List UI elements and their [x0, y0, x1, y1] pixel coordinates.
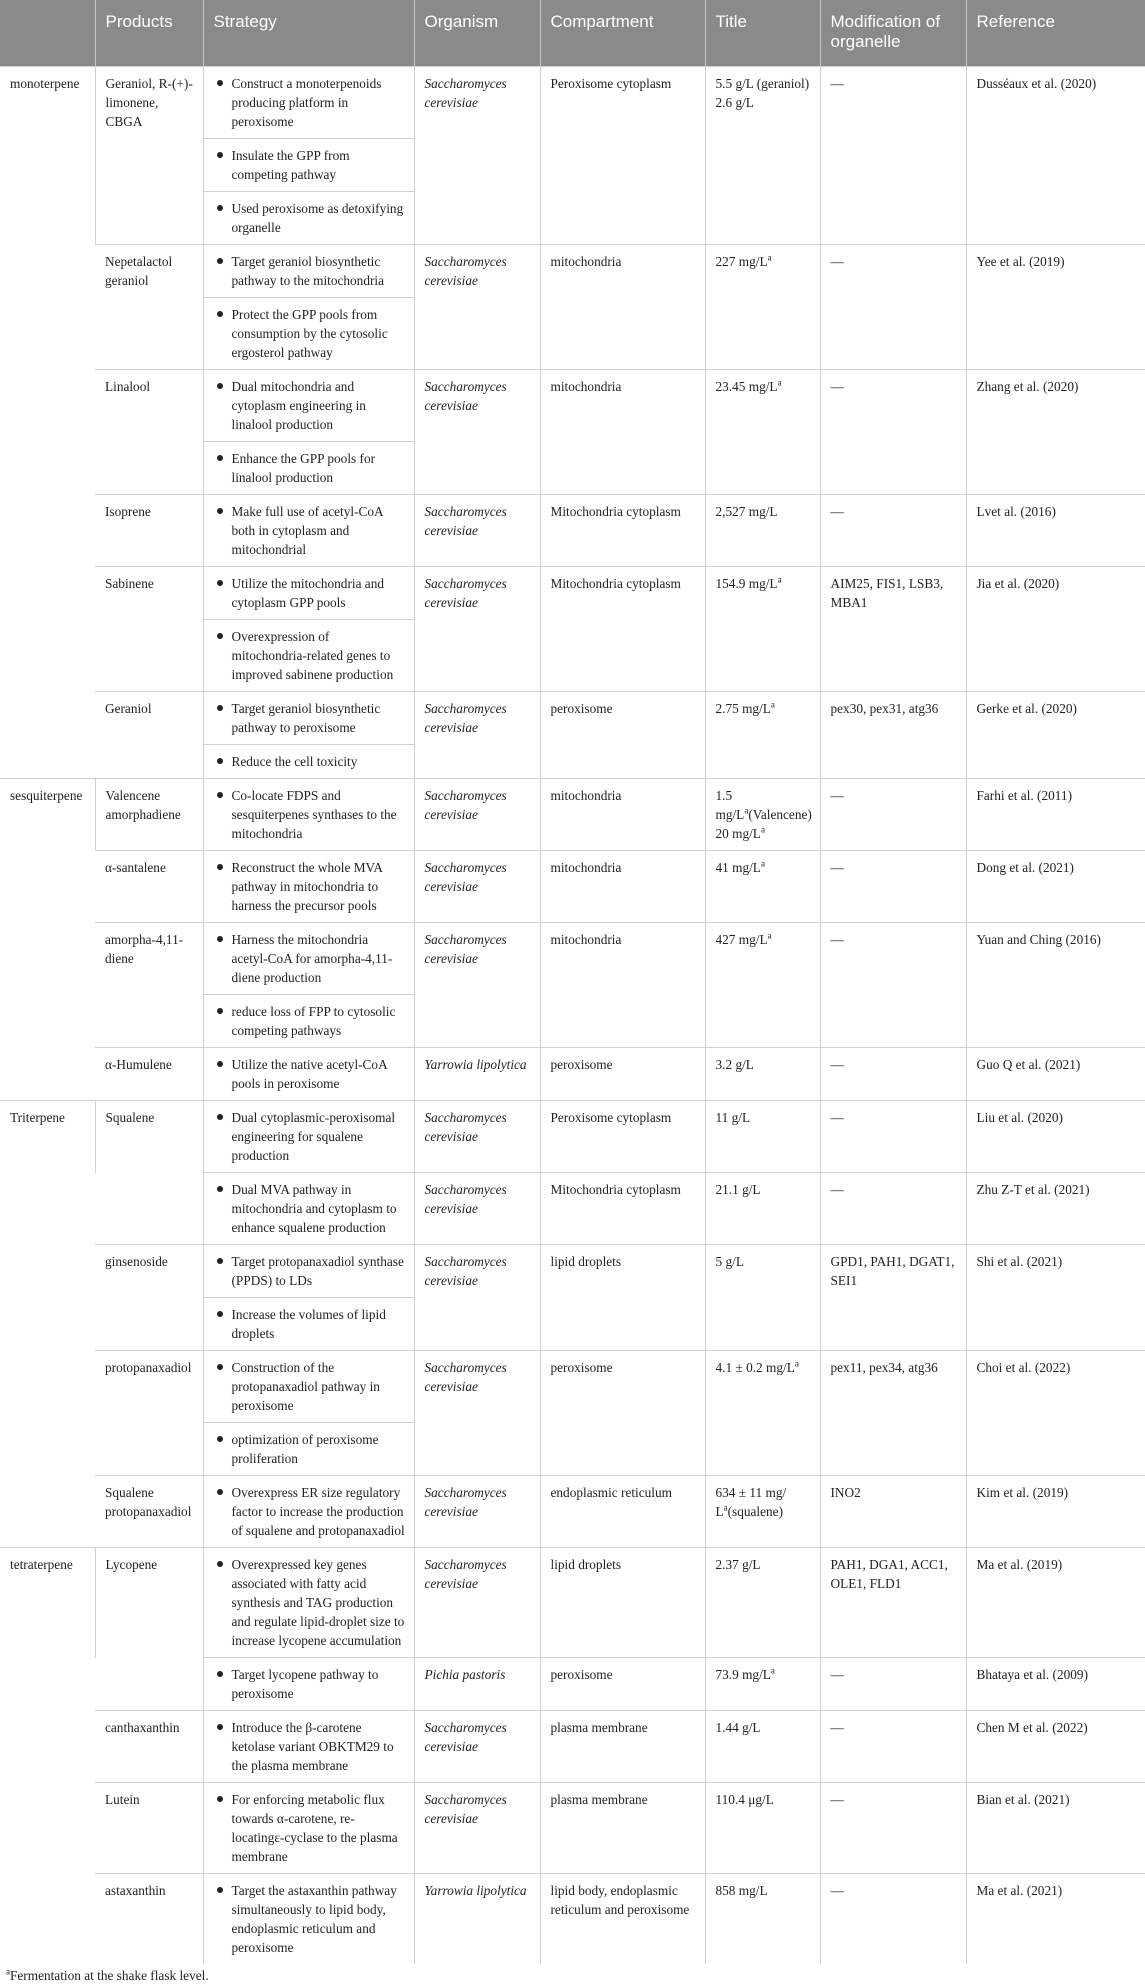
reference-cell: Zhang et al. (2020): [966, 370, 1145, 495]
product-cell: Geraniol: [95, 692, 203, 779]
organism-cell: Saccharomyces cerevisiae: [414, 245, 540, 370]
reference-cell: Guo Q et al. (2021): [966, 1048, 1145, 1101]
reference-cell: Ma et al. (2021): [966, 1874, 1145, 1965]
strategy-bullet-item: Construct a monoterpenoids producing platform in peroxisome: [204, 67, 414, 139]
header-strategy: Strategy: [203, 0, 414, 67]
title-footnote-marker: a: [767, 930, 772, 941]
strategy-cell: [203, 495, 414, 567]
strategy-bullet-item: Dual cytoplasmic-peroxisomal engineering for squalene production: [204, 1101, 414, 1172]
strategy-bullet-item: Target the astaxanthin pathway simultaneously to lipid body, endoplasmic reticulum and peroxisome: [204, 1874, 414, 1964]
compartment-cell: Mitochondria cytoplasm: [540, 495, 705, 567]
strategy-bullet-item: Used peroxisome as detoxifying organelle: [204, 192, 414, 244]
product-cell: α-santalene: [95, 851, 203, 923]
table-row: [0, 495, 1145, 567]
modification-cell: —: [820, 245, 966, 370]
title-value: 1.5 mg/L: [715, 788, 745, 822]
product-cell: Geraniol, R-(+)-limonene, CBGA: [95, 67, 203, 245]
table-row: [0, 1351, 1145, 1476]
strategy-bullet-item: Make full use of acetyl-CoA both in cytoplasm and mitochondrial: [204, 495, 414, 566]
table-row: [0, 370, 1145, 495]
strategy-cell: [203, 1101, 414, 1173]
strategy-bullet-item: Dual mitochondria and cytoplasm engineering in linalool production: [204, 370, 414, 442]
header-modification: Modification of organelle: [820, 0, 966, 67]
strategy-bullet-item: Target geraniol biosynthetic pathway to the mitochondria: [204, 245, 414, 298]
table-row: [0, 779, 1145, 851]
reference-cell: Choi et al. (2022): [966, 1351, 1145, 1476]
header-title: Title: [705, 0, 820, 67]
compartment-cell: endoplasmic reticulum: [540, 1476, 705, 1548]
table-body: [0, 67, 1145, 1965]
header-products: Products: [95, 0, 203, 67]
organism-cell: Saccharomyces cerevisiae: [414, 923, 540, 1048]
strategy-bullet-item: Dual MVA pathway in mitochondria and cytoplasm to enhance squalene production: [204, 1173, 414, 1244]
title-value: 154.9 mg/L: [715, 576, 778, 591]
title-cell: [705, 495, 820, 567]
organism-cell: Saccharomyces cerevisiae: [414, 692, 540, 779]
title-value: 2.37 g/L: [715, 1557, 761, 1572]
compartment-cell: peroxisome: [540, 692, 705, 779]
strategy-cell: [203, 1548, 414, 1658]
compartment-cell: peroxisome: [540, 1048, 705, 1101]
product-cell: Lycopene: [95, 1548, 203, 1658]
compartment-cell: mitochondria: [540, 923, 705, 1048]
strategy-bullet-item: Overexpression of mitochondria-related genes to improved sabinene production: [204, 620, 414, 691]
table-row: [0, 245, 1145, 370]
title-footnote-marker: a: [760, 824, 765, 835]
table-row: [0, 851, 1145, 923]
modification-cell: —: [820, 1711, 966, 1783]
modification-cell: —: [820, 851, 966, 923]
title-cell: [705, 692, 820, 779]
table-row: [0, 1783, 1145, 1874]
product-cell: ginsenoside: [95, 1245, 203, 1351]
modification-cell: INO2: [820, 1476, 966, 1548]
table-row: [0, 1476, 1145, 1548]
title-cell: [705, 1476, 820, 1548]
compartment-cell: lipid droplets: [540, 1245, 705, 1351]
strategy-cell: [203, 1711, 414, 1783]
reference-cell: Ma et al. (2019): [966, 1548, 1145, 1658]
title-cell: [705, 1173, 820, 1245]
modification-cell: AIM25, FIS1, LSB3, MBA1: [820, 567, 966, 692]
title-footnote-marker: a: [760, 858, 765, 869]
title-footnote-marker: a: [723, 1502, 728, 1513]
organism-cell: Saccharomyces cerevisiae: [414, 851, 540, 923]
organism-cell: Saccharomyces cerevisiae: [414, 1173, 540, 1245]
strategy-cell: [203, 779, 414, 851]
table-row: [0, 1245, 1145, 1351]
title-value: 5 g/L: [715, 1254, 744, 1269]
strategy-cell: [203, 1476, 414, 1548]
compartment-cell: peroxisome: [540, 1658, 705, 1711]
reference-cell: Gerke et al. (2020): [966, 692, 1145, 779]
category-cell: tetraterpene: [0, 1548, 95, 1965]
title-cell: [705, 779, 820, 851]
title-value-extra: (Valencene) 20 mg/L: [715, 807, 812, 841]
product-cell: Nepetalactol geraniol: [95, 245, 203, 370]
reference-cell: Chen M et al. (2022): [966, 1711, 1145, 1783]
organism-cell: Saccharomyces cerevisiae: [414, 1245, 540, 1351]
reference-cell: Yuan and Ching (2016): [966, 923, 1145, 1048]
product-cell: astaxanthin: [95, 1874, 203, 1965]
strategy-cell: [203, 692, 414, 779]
title-cell: [705, 1783, 820, 1874]
reference-cell: Farhi et al. (2011): [966, 779, 1145, 851]
footnote-text: Fermentation at the shake flask level.: [10, 1968, 209, 1983]
title-cell: [705, 1658, 820, 1711]
modification-cell: —: [820, 495, 966, 567]
modification-cell: —: [820, 1173, 966, 1245]
strategy-bullet-item: Protect the GPP pools from consumption by the cytosolic ergosterol pathway: [204, 298, 414, 369]
modification-cell: —: [820, 370, 966, 495]
title-cell: [705, 1048, 820, 1101]
header-row: [0, 0, 1145, 67]
strategy-bullet-item: Target geraniol biosynthetic pathway to peroxisome: [204, 692, 414, 745]
organism-cell: Saccharomyces cerevisiae: [414, 1711, 540, 1783]
title-value: 4.1 ± 0.2 mg/L: [715, 1360, 795, 1375]
title-footnote-marker: a: [744, 805, 749, 816]
table-row: [0, 1048, 1145, 1101]
strategy-bullet-item: Utilize the native acetyl-CoA pools in peroxisome: [204, 1048, 414, 1100]
footnote-marker: a: [6, 1966, 10, 1977]
table-row: [0, 692, 1145, 779]
title-cell: [705, 923, 820, 1048]
title-value: 5.5 g/L (geraniol) 2.6 g/L: [715, 76, 810, 110]
title-value: 1.44 g/L: [715, 1720, 761, 1735]
title-footnote-marker: a: [767, 252, 772, 263]
reference-cell: Liu et al. (2020): [966, 1101, 1145, 1173]
compartment-cell: Mitochondria cytoplasm: [540, 1173, 705, 1245]
compartment-cell: plasma membrane: [540, 1711, 705, 1783]
organism-cell: Saccharomyces cerevisiae: [414, 1783, 540, 1874]
strategy-cell: [203, 370, 414, 495]
category-cell: monoterpene: [0, 67, 95, 779]
product-cell: Squalene: [95, 1101, 203, 1173]
modification-cell: —: [820, 1658, 966, 1711]
strategy-cell: [203, 923, 414, 1048]
title-value: 11 g/L: [715, 1110, 751, 1125]
title-cell: [705, 567, 820, 692]
strategy-cell: [203, 1048, 414, 1101]
organism-cell: Saccharomyces cerevisiae: [414, 567, 540, 692]
compartment-cell: mitochondria: [540, 851, 705, 923]
product-cell: Isoprene: [95, 495, 203, 567]
strategy-bullet-item: For enforcing metabolic flux towards α-carotene, re-locatingε-cyclase to the plasma membrane: [204, 1783, 414, 1873]
strategy-cell: [203, 1658, 414, 1711]
title-cell: [705, 370, 820, 495]
strategy-bullet-item: Overexpress ER size regulatory factor to increase the production of squalene and protopanaxadiol: [204, 1476, 414, 1547]
title-value: 427 mg/L: [715, 932, 768, 947]
reference-cell: Lvet al. (2016): [966, 495, 1145, 567]
title-footnote-marker: a: [770, 1665, 775, 1676]
organism-cell: Yarrowia lipolytica: [414, 1874, 540, 1965]
compartment-cell: Peroxisome cytoplasm: [540, 67, 705, 245]
product-cell: Sabinene: [95, 567, 203, 692]
modification-cell: —: [820, 1874, 966, 1965]
organism-cell: Saccharomyces cerevisiae: [414, 67, 540, 245]
reference-cell: Yee et al. (2019): [966, 245, 1145, 370]
reference-cell: Shi et al. (2021): [966, 1245, 1145, 1351]
strategy-bullet-item: Overexpressed key genes associated with fatty acid synthesis and TAG production and regulate lipid-droplet size to increase lycopene accumulation: [204, 1548, 414, 1657]
table-row: [0, 67, 1145, 245]
footnote: [0, 1964, 1145, 1984]
strategy-bullet-item: Utilize the mitochondria and cytoplasm GPP pools: [204, 567, 414, 620]
organism-cell: Saccharomyces cerevisiae: [414, 779, 540, 851]
strategy-cell: [203, 1874, 414, 1965]
title-value: 3.2 g/L: [715, 1057, 754, 1072]
compartment-cell: Peroxisome cytoplasm: [540, 1101, 705, 1173]
reference-cell: Dusséaux et al. (2020): [966, 67, 1145, 245]
modification-cell: —: [820, 923, 966, 1048]
compartment-cell: plasma membrane: [540, 1783, 705, 1874]
compartment-cell: lipid droplets: [540, 1548, 705, 1658]
title-cell: [705, 1351, 820, 1476]
title-value: 41 mg/L: [715, 860, 761, 875]
organism-cell: Saccharomyces cerevisiae: [414, 1351, 540, 1476]
product-cell: [95, 1658, 203, 1711]
strategy-cell: [203, 67, 414, 245]
strategy-bullet-item: Enhance the GPP pools for linalool production: [204, 442, 414, 494]
title-value: 73.9 mg/L: [715, 1667, 771, 1682]
organism-cell: Saccharomyces cerevisiae: [414, 1101, 540, 1173]
reference-cell: Kim et al. (2019): [966, 1476, 1145, 1548]
product-cell: Linalool: [95, 370, 203, 495]
modification-cell: GPD1, PAH1, DGAT1, SEI1: [820, 1245, 966, 1351]
category-cell: sesquiterpene: [0, 779, 95, 1101]
strategy-bullet-item: Co-locate FDPS and sesquiterpenes synthases to the mitochondria: [204, 779, 414, 850]
strategy-cell: [203, 1173, 414, 1245]
title-value: 2.75 mg/L: [715, 701, 771, 716]
strategy-cell: [203, 1783, 414, 1874]
title-cell: [705, 245, 820, 370]
organism-cell: Saccharomyces cerevisiae: [414, 495, 540, 567]
modification-cell: —: [820, 1048, 966, 1101]
header-compartment: Compartment: [540, 0, 705, 67]
title-cell: [705, 1101, 820, 1173]
header-category: [0, 0, 95, 67]
product-cell: [95, 1173, 203, 1245]
modification-cell: —: [820, 67, 966, 245]
title-cell: [705, 1548, 820, 1658]
organism-cell: Yarrowia lipolytica: [414, 1048, 540, 1101]
title-footnote-marker: a: [770, 699, 775, 710]
organism-cell: Saccharomyces cerevisiae: [414, 1476, 540, 1548]
compartment-cell: mitochondria: [540, 245, 705, 370]
compartment-cell: peroxisome: [540, 1351, 705, 1476]
title-value: 21.1 g/L: [715, 1182, 761, 1197]
strategy-cell: [203, 245, 414, 370]
category-cell: Triterpene: [0, 1101, 95, 1548]
compartment-cell: mitochondria: [540, 779, 705, 851]
title-value: 110.4 μg/L: [715, 1792, 774, 1807]
reference-cell: Dong et al. (2021): [966, 851, 1145, 923]
reference-cell: Bhataya et al. (2009): [966, 1658, 1145, 1711]
modification-cell: —: [820, 779, 966, 851]
modification-cell: pex11, pex34, atg36: [820, 1351, 966, 1476]
title-value: 2,527 mg/L: [715, 504, 778, 519]
strategy-cell: [203, 567, 414, 692]
compartment-cell: Mitochondria cytoplasm: [540, 567, 705, 692]
product-cell: amorpha-4,11-diene: [95, 923, 203, 1048]
title-cell: [705, 1711, 820, 1783]
strategy-bullet-item: Target protopanaxadiol synthase (PPDS) to LDs: [204, 1245, 414, 1298]
reference-cell: Zhu Z-T et al. (2021): [966, 1173, 1145, 1245]
title-value: 634 ± 11 mg/ L: [715, 1485, 787, 1519]
table-row: [0, 1711, 1145, 1783]
strategy-bullet-item: Harness the mitochondria acetyl-CoA for amorpha-4,11-diene production: [204, 923, 414, 995]
strategy-bullet-item: Reconstruct the whole MVA pathway in mitochondria to harness the precursor pools: [204, 851, 414, 922]
title-value: 227 mg/L: [715, 254, 768, 269]
title-value: 23.45 mg/L: [715, 379, 778, 394]
title-footnote-marker: a: [794, 1358, 799, 1369]
product-cell: protopanaxadiol: [95, 1351, 203, 1476]
table-row: [0, 1173, 1145, 1245]
title-footnote-marker: a: [777, 377, 782, 388]
strategy-bullet-item: Construction of the protopanaxadiol pathway in peroxisome: [204, 1351, 414, 1423]
reference-cell: Jia et al. (2020): [966, 567, 1145, 692]
product-cell: Squalene protopanaxadiol: [95, 1476, 203, 1548]
organism-cell: Pichia pastoris: [414, 1658, 540, 1711]
title-cell: [705, 851, 820, 923]
product-cell: α-Humulene: [95, 1048, 203, 1101]
modification-cell: PAH1, DGA1, ACC1, OLE1, FLD1: [820, 1548, 966, 1658]
strategy-bullet-item: Introduce the β-carotene ketolase variant OBKTM29 to the plasma membrane: [204, 1711, 414, 1782]
table-row: [0, 1548, 1145, 1658]
header-reference: Reference: [966, 0, 1145, 67]
strategy-bullet-item: Increase the volumes of lipid droplets: [204, 1298, 414, 1350]
reference-cell: Bian et al. (2021): [966, 1783, 1145, 1874]
header-organism: Organism: [414, 0, 540, 67]
title-cell: [705, 1874, 820, 1965]
strategy-bullet-item: Insulate the GPP from competing pathway: [204, 139, 414, 192]
modification-cell: —: [820, 1783, 966, 1874]
title-value-extra: (squalene): [727, 1504, 784, 1519]
modification-cell: —: [820, 1101, 966, 1173]
product-cell: Lutein: [95, 1783, 203, 1874]
modification-cell: pex30, pex31, atg36: [820, 692, 966, 779]
strategy-bullet-item: reduce loss of FPP to cytosolic competing pathways: [204, 995, 414, 1047]
compartment-cell: mitochondria: [540, 370, 705, 495]
table-row: [0, 1874, 1145, 1965]
title-footnote-marker: a: [777, 574, 782, 585]
strategy-cell: [203, 851, 414, 923]
organism-cell: Saccharomyces cerevisiae: [414, 1548, 540, 1658]
organism-cell: Saccharomyces cerevisiae: [414, 370, 540, 495]
strategy-cell: [203, 1245, 414, 1351]
compartment-cell: lipid body, endoplasmic reticulum and peroxisome: [540, 1874, 705, 1965]
table-row: [0, 1101, 1145, 1173]
title-cell: [705, 1245, 820, 1351]
strategy-cell: [203, 1351, 414, 1476]
title-value: 858 mg/L: [715, 1883, 768, 1898]
table-row: [0, 1658, 1145, 1711]
product-cell: canthaxanthin: [95, 1711, 203, 1783]
strategy-bullet-item: Reduce the cell toxicity: [204, 745, 414, 778]
strategy-bullet-item: optimization of peroxisome proliferation: [204, 1423, 414, 1475]
table-row: [0, 567, 1145, 692]
product-cell: Valencene amorphadiene: [95, 779, 203, 851]
table-row: [0, 923, 1145, 1048]
title-cell: [705, 67, 820, 245]
strategy-bullet-item: Target lycopene pathway to peroxisome: [204, 1658, 414, 1710]
